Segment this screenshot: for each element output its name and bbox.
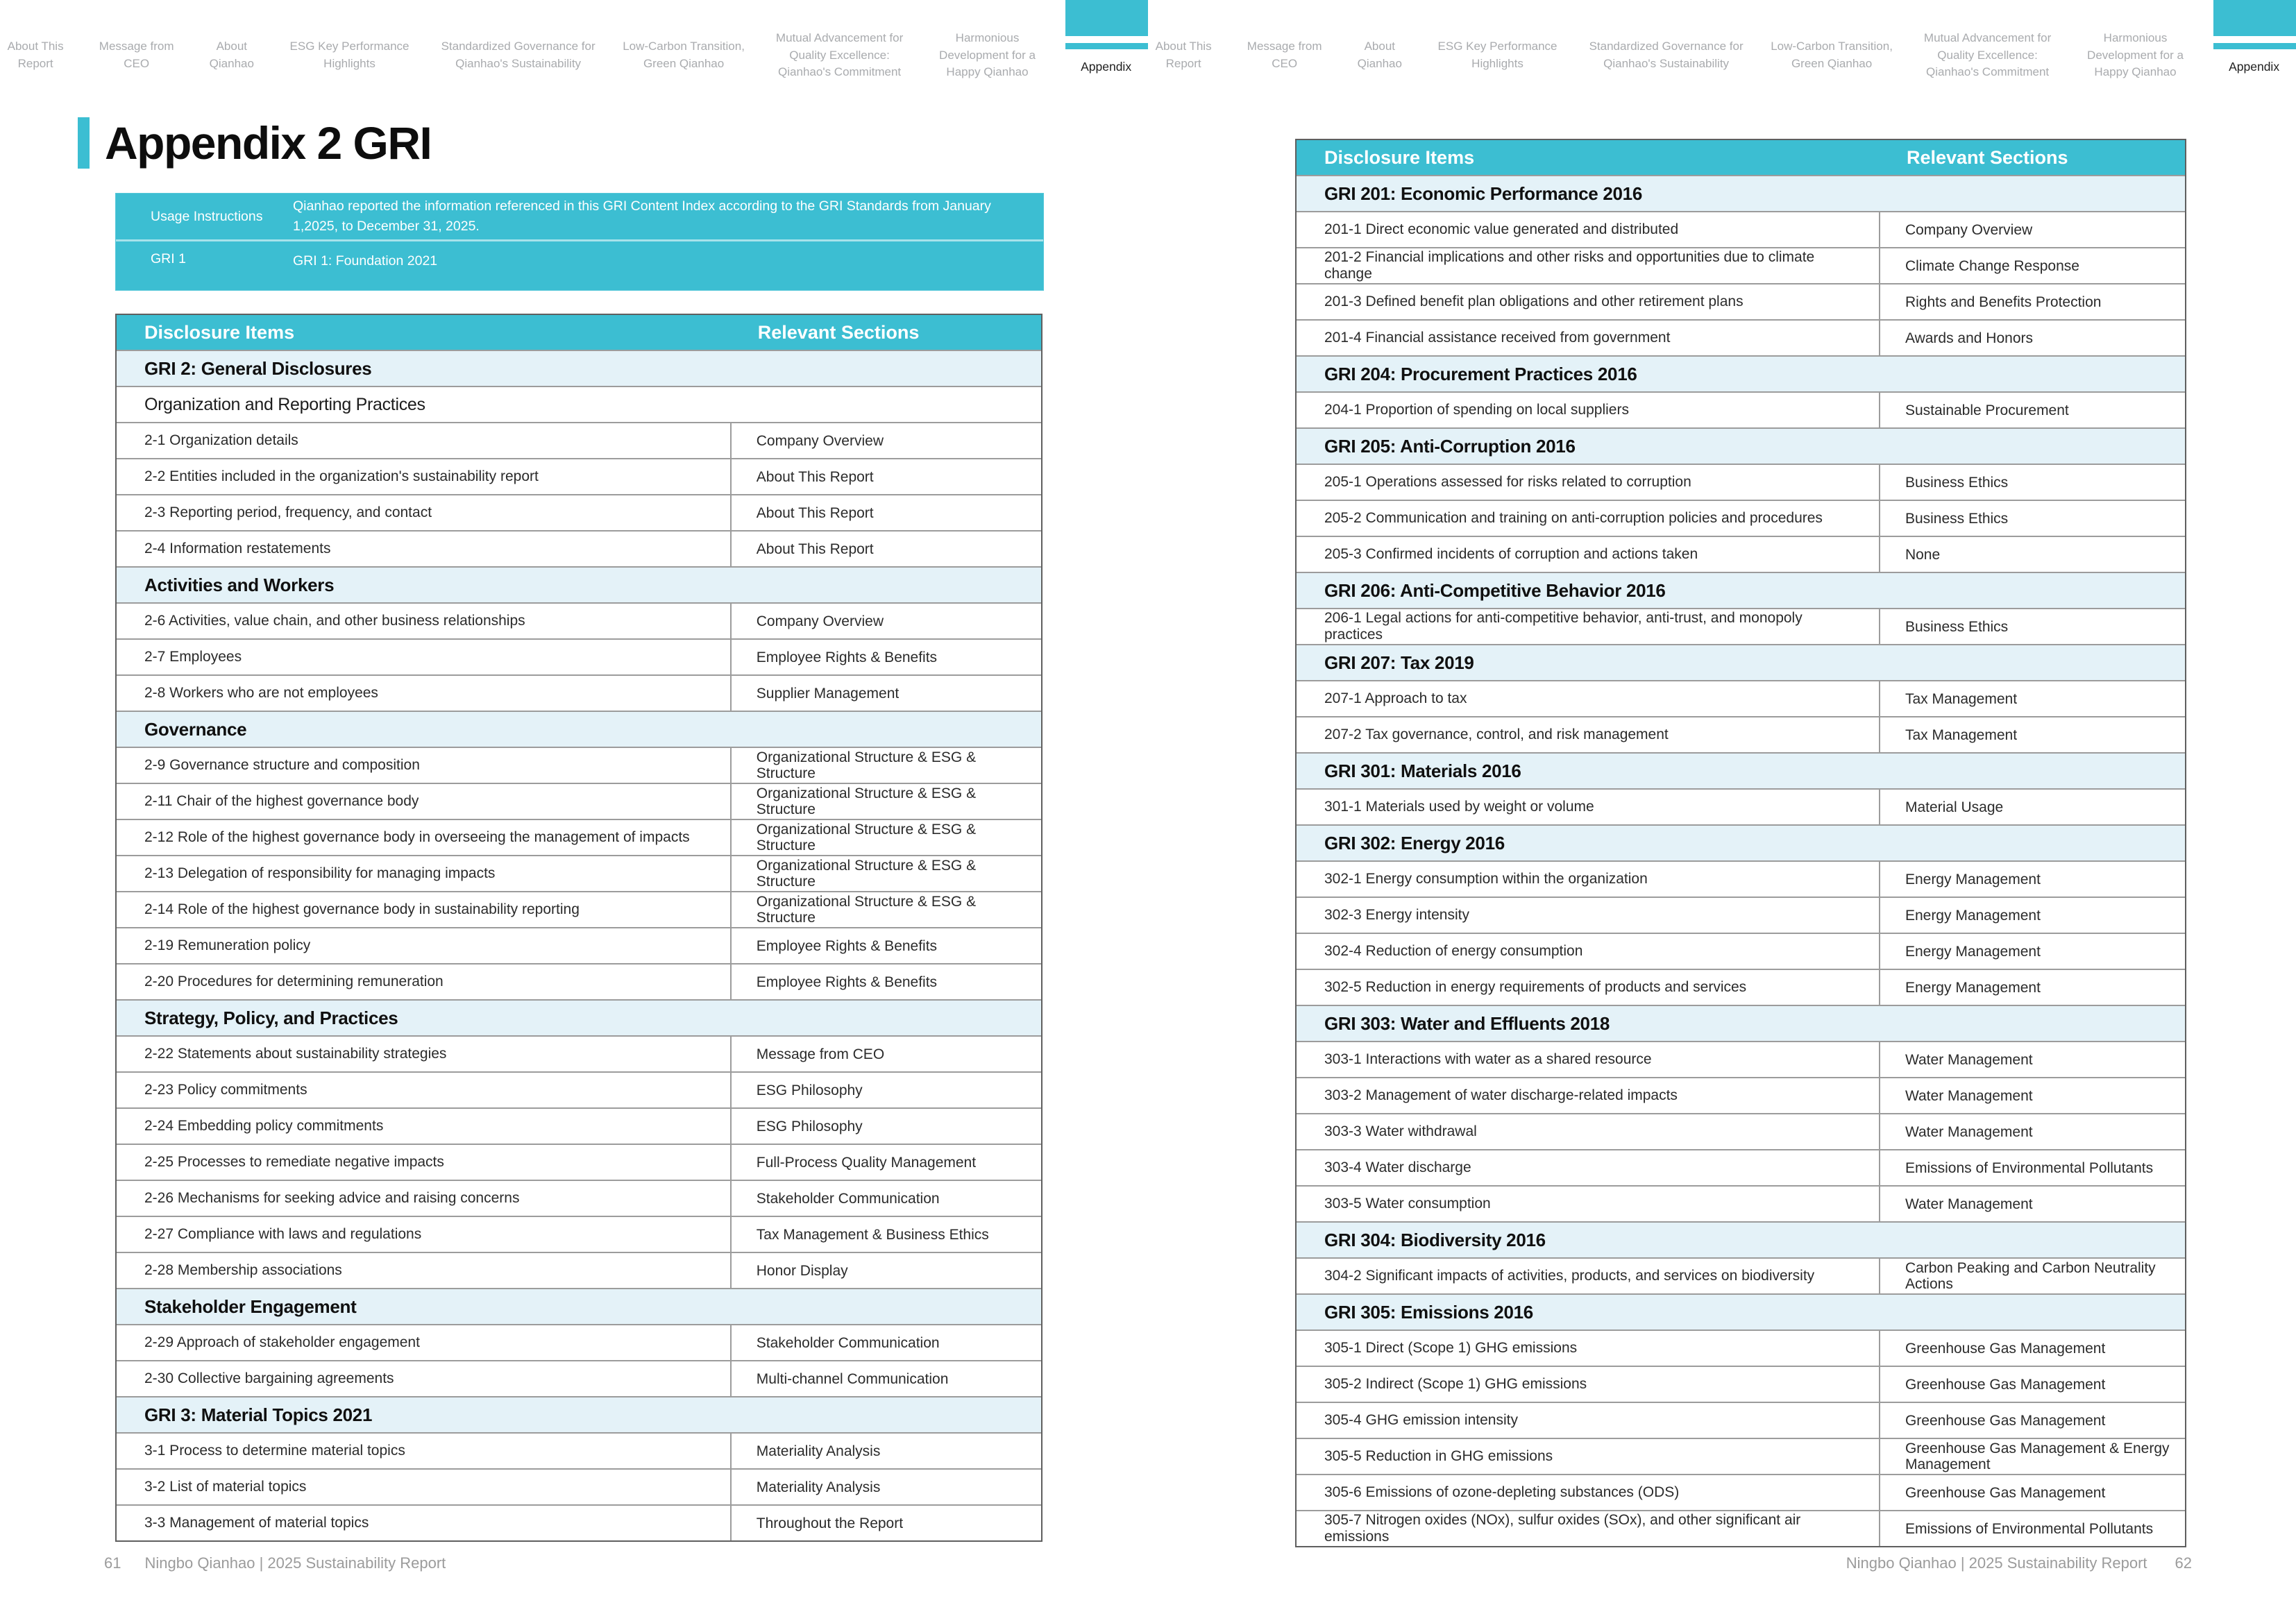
relevant-section-cell: About This Report [756,468,874,485]
title-accent-bar [78,117,90,169]
table-section-row [117,386,1041,422]
top-navigation [1148,7,2296,104]
relevant-section-cell: Organizational Structure & ESG & Structure [756,822,977,853]
page-title: Appendix 2 GRI [105,117,432,169]
table-row [1297,1474,2185,1510]
nav-item[interactable]: Standardized Governance for Qianhao's Sustainability [1589,40,1744,70]
section-label: GRI 201: Economic Performance 2016 [1324,182,1643,204]
table-row [117,1252,1041,1288]
table-row [1297,933,2185,969]
usage-row-label: GRI 1 [151,251,186,266]
table-row [1297,391,2185,427]
disclosure-item-cell: 2-26 Mechanisms for seeking advice and raising concerns [117,1181,732,1216]
table-row [117,602,1041,638]
table-row [117,1360,1041,1396]
table-row [117,891,1041,927]
table-section-row [1297,427,2185,464]
disclosure-item-cell: 201-4 Financial assistance received from government [1297,321,1880,355]
table-row [1297,1149,2185,1185]
usage-instructions-table [115,193,1044,291]
table-row [1297,1329,2185,1366]
relevant-section-cell: Water Management [1905,1196,2033,1212]
table-section-row [1297,824,2185,860]
table-row [117,1035,1041,1071]
nav-tab-appendix[interactable] [2212,7,2296,104]
relevant-section-cell: Materiality Analysis [756,1479,881,1495]
disclosure-item-cell: 206-1 Legal actions for anti-competitive behavior, anti-trust, and monopoly practices [1297,609,1880,644]
table-row [117,638,1041,674]
relevant-section-cell: ESG Philosophy [756,1082,863,1098]
table-row [117,927,1041,963]
nav-tab-appendix[interactable] [1064,7,1148,104]
relevant-section-cell: Sustainable Procurement [1905,402,2069,418]
section-label: GRI 302: Energy 2016 [1324,832,1505,853]
relevant-section-cell: Supplier Management [756,685,900,702]
table-row [1297,969,2185,1005]
relevant-section-cell: Organizational Structure & ESG & Structure [756,749,977,781]
section-label: GRI 204: Procurement Practices 2016 [1324,363,1637,384]
table-section-row [1297,644,2185,680]
table-row [1297,1366,2185,1402]
relevant-section-cell: Stakeholder Communication [756,1190,940,1207]
nav-item-appendix-label: Appendix [2229,60,2280,74]
table-row [117,458,1041,494]
disclosure-item-cell: 3-1 Process to determine material topics [117,1434,732,1468]
disclosure-item-cell: 305-6 Emissions of ozone-depleting substances (ODS) [1297,1475,1880,1510]
relevant-section-cell: Honor Display [756,1262,848,1279]
disclosure-item-cell: 207-1 Approach to tax [1297,681,1880,716]
table-section-row [117,711,1041,747]
page-number: 62 [2175,1554,2192,1572]
relevant-section-cell: Greenhouse Gas Management [1905,1340,2106,1357]
table-row [117,1107,1041,1144]
relevant-section-cell: Carbon Peaking and Carbon Neutrality Actions [1905,1260,2156,1292]
table-row [1297,319,2185,355]
section-label: Activities and Workers [144,574,335,595]
table-row [1297,788,2185,824]
footer-text: Ningbo Qianhao | 2025 Sustainability Report [1846,1554,2147,1572]
relevant-section-cell: Organizational Structure & ESG & Structure [756,894,977,926]
table-section-row [1297,752,2185,788]
appendix-active-underline [1065,43,1153,49]
disclosure-item-cell: 302-5 Reduction in energy requirements of products and services [1297,970,1880,1005]
disclosure-item-cell: 305-4 GHG emission intensity [1297,1403,1880,1438]
relevant-section-cell: Materiality Analysis [756,1443,881,1459]
table-row [1297,1077,2185,1113]
relevant-section-cell: Emissions of Environmental Pollutants [1905,1520,2154,1537]
relevant-section-cell: Energy Management [1905,907,2041,924]
relevant-section-cell: Business Ethics [1905,618,2009,635]
gri-index-table-right [1295,139,2186,1547]
relevant-section-cell: ESG Philosophy [756,1118,863,1135]
disclosure-item-cell: 201-1 Direct economic value generated and distributed [1297,212,1880,247]
relevant-section-cell: Water Management [1905,1123,2033,1140]
table-section-row [1297,355,2185,391]
disclosure-item-cell: 2-22 Statements about sustainability strategies [117,1037,732,1071]
relevant-section-cell: About This Report [756,504,874,521]
disclosure-item-cell: 2-3 Reporting period, frequency, and contact [117,495,732,530]
table-section-row [1297,1293,2185,1329]
disclosure-item-cell: 2-23 Policy commitments [117,1073,732,1107]
nav-item[interactable]: Low-Carbon Transition, Green Qianhao [623,40,745,70]
disclosure-item-cell: 305-2 Indirect (Scope 1) GHG emissions [1297,1367,1880,1402]
disclosure-item-cell: 2-12 Role of the highest governance body in overseeing the management of impacts [117,820,732,855]
disclosure-item-cell: 2-29 Approach of stakeholder engagement [117,1325,732,1360]
relevant-section-cell: Business Ethics [1905,510,2009,527]
section-label: Stakeholder Engagement [144,1295,357,1317]
table-row [117,963,1041,999]
usage-row-label: Usage Instructions [151,208,263,224]
disclosure-item-cell: 303-2 Management of water discharge-related impacts [1297,1078,1880,1113]
table-row [1297,283,2185,319]
disclosure-item-cell: 2-2 Entities included in the organization's sustainability report [117,459,732,494]
table-row [1297,464,2185,500]
table-section-row [1297,572,2185,608]
relevant-section-cell: Water Management [1905,1051,2033,1068]
table-section-row [117,1396,1041,1432]
usage-row [116,239,1043,290]
relevant-section-cell: Greenhouse Gas Management [1905,1376,2106,1393]
relevant-section-cell: Company Overview [756,432,884,449]
disclosure-item-cell: 3-2 List of material topics [117,1470,732,1504]
table-row [1297,247,2185,283]
column-header-disclosure-items: Disclosure Items [1324,146,1475,168]
disclosure-item-cell: 201-2 Financial implications and other risks and opportunities due to climate change [1297,248,1880,283]
disclosure-item-cell: 301-1 Materials used by weight or volume [1297,790,1880,824]
section-label: GRI 205: Anti-Corruption 2016 [1324,435,1576,457]
relevant-section-cell: Material Usage [1905,799,2004,815]
page-title-block [78,117,431,169]
disclosure-item-cell: 2-9 Governance structure and composition [117,748,732,783]
relevant-section-cell: Tax Management & Business Ethics [756,1226,989,1243]
table-row [117,1324,1041,1360]
relevant-section-cell: Company Overview [756,613,884,629]
column-header-disclosure-items: Disclosure Items [144,321,295,343]
disclosure-item-cell: 302-3 Energy intensity [1297,898,1880,933]
table-header-row [1297,140,2185,175]
usage-row-value: GRI 1: Foundation 2021 [293,253,438,269]
nav-item[interactable]: Message from CEO [1247,40,1322,70]
page-footer [104,1554,446,1572]
relevant-section-cell: Message from CEO [756,1046,885,1062]
gri-index-table-left [115,314,1043,1542]
section-label: GRI 305: Emissions 2016 [1324,1301,1533,1323]
table-row [1297,1438,2185,1474]
column-header-relevant-sections: Relevant Sections [757,321,920,343]
table-row [1297,500,2185,536]
footer-text: Ningbo Qianhao | 2025 Sustainability Report [144,1554,446,1572]
section-label: GRI 2: General Disclosures [144,357,372,379]
nav-item[interactable]: Harmonious Development for a Happy Qianhao [2087,31,2184,79]
relevant-section-cell: Employee Rights & Benefits [756,974,938,990]
relevant-section-cell: Emissions of Environmental Pollutants [1905,1159,2154,1176]
page-number: 61 [104,1554,121,1572]
relevant-section-cell: None [1905,546,1941,563]
relevant-section-cell: Organizational Structure & ESG & Structure [756,785,977,817]
nav-item[interactable]: About Qianhao [1357,40,1402,70]
table-row [1297,608,2185,644]
relevant-section-cell: Awards and Honors [1905,330,2034,346]
table-row [1297,1510,2185,1546]
relevant-section-cell: About This Report [756,541,874,557]
nav-item[interactable]: ESG Key Performance Highlights [289,40,410,70]
relevant-section-cell: Business Ethics [1905,474,2009,491]
relevant-section-cell: Multi-channel Communication [756,1370,949,1387]
nav-item[interactable]: Message from CEO [99,40,174,70]
table-row [117,1216,1041,1252]
table-row [1297,1402,2185,1438]
disclosure-item-cell: 205-2 Communication and training on anti-corruption policies and procedures [1297,501,1880,536]
nav-item[interactable]: Standardized Governance for Qianhao's Sustainability [441,40,596,70]
section-label: Governance [144,718,247,740]
table-section-row [117,566,1041,602]
disclosure-item-cell: 304-2 Significant impacts of activities, products, and services on biodiversity [1297,1259,1880,1293]
disclosure-item-cell: 302-4 Reduction of energy consumption [1297,934,1880,969]
disclosure-item-cell: 2-24 Embedding policy commitments [117,1109,732,1144]
relevant-section-cell: Greenhouse Gas Management & Energy Management [1905,1441,2170,1472]
disclosure-item-cell: 2-27 Compliance with laws and regulations [117,1217,732,1252]
relevant-section-cell: Energy Management [1905,943,2041,960]
relevant-section-cell: Greenhouse Gas Management [1905,1484,2106,1501]
table-row [117,1071,1041,1107]
section-label: Strategy, Policy, and Practices [144,1007,398,1028]
section-label: GRI 303: Water and Effluents 2018 [1324,1012,1610,1034]
usage-row-value: Qianhao reported the information referenced in this GRI Content Index according to the GRI Standards from January 1,2025, to December 31, 2025. [293,198,991,234]
disclosure-item-cell: 2-11 Chair of the highest governance body [117,784,732,819]
disclosure-item-cell: 305-1 Direct (Scope 1) GHG emissions [1297,1331,1880,1366]
relevant-section-cell: Organizational Structure & ESG & Structure [756,858,977,890]
table-section-row [117,999,1041,1035]
table-section-row [117,1288,1041,1324]
table-row [1297,211,2185,247]
table-row [1297,536,2185,572]
disclosure-item-cell: 2-4 Information restatements [117,532,732,566]
appendix-active-indicator [2213,0,2296,36]
nav-item[interactable]: Low-Carbon Transition, Green Qianhao [1771,40,1893,70]
table-row [117,747,1041,783]
page-footer [1846,1554,2192,1572]
disclosure-item-cell: 204-1 Proportion of spending on local suppliers [1297,393,1880,427]
section-label: GRI 3: Material Topics 2021 [144,1404,373,1425]
disclosure-item-cell: 2-28 Membership associations [117,1253,732,1288]
usage-row [116,194,1043,239]
section-label: GRI 301: Materials 2016 [1324,760,1521,781]
table-row [117,783,1041,819]
table-section-row [1297,175,2185,211]
relevant-section-cell: Full-Process Quality Management [756,1154,977,1171]
disclosure-item-cell: 2-7 Employees [117,640,732,674]
table-row [117,819,1041,855]
relevant-section-cell: Energy Management [1905,871,2041,887]
table-row [1297,1041,2185,1077]
disclosure-item-cell: 303-1 Interactions with water as a shared resource [1297,1042,1880,1077]
disclosure-item-cell: 207-2 Tax governance, control, and risk management [1297,717,1880,752]
relevant-section-cell: Stakeholder Communication [756,1334,940,1351]
report-page-right [1148,0,2296,1623]
table-row [1297,680,2185,716]
section-label: GRI 207: Tax 2019 [1324,652,1474,673]
disclosure-item-cell: 303-4 Water discharge [1297,1150,1880,1185]
table-row [117,674,1041,711]
disclosure-item-cell: 302-1 Energy consumption within the organization [1297,862,1880,897]
disclosure-item-cell: 303-5 Water consumption [1297,1187,1880,1221]
table-row [1297,860,2185,897]
disclosure-item-cell: 2-20 Procedures for determining remuneration [117,965,732,999]
column-header-relevant-sections: Relevant Sections [1906,146,2068,168]
nav-item[interactable]: Mutual Advancement for Quality Excellence: Qianhao's Commitment [1923,31,2052,79]
disclosure-item-cell: 2-1 Organization details [117,423,732,458]
relevant-section-cell: Company Overview [1905,221,2033,238]
nav-item[interactable]: ESG Key Performance Highlights [1437,40,1558,70]
section-label: GRI 304: Biodiversity 2016 [1324,1229,1546,1250]
disclosure-item-cell: 2-14 Role of the highest governance body in sustainability reporting [117,892,732,927]
nav-item[interactable]: About This Report [7,40,64,70]
nav-item[interactable]: About Qianhao [209,40,254,70]
table-row [1297,1113,2185,1149]
relevant-section-cell: Climate Change Response [1905,257,2079,274]
relevant-section-cell: Throughout the Report [756,1515,904,1531]
table-row [117,855,1041,891]
table-row [117,530,1041,566]
disclosure-item-cell: 305-7 Nitrogen oxides (NOx), sulfur oxides (SOx), and other significant air emissions [1297,1511,1880,1546]
table-row [1297,1257,2185,1293]
table-row [1297,897,2185,933]
disclosure-item-cell: 2-6 Activities, value chain, and other business relationships [117,604,732,638]
relevant-section-cell: Rights and Benefits Protection [1905,294,2102,310]
nav-item[interactable]: Harmonious Development for a Happy Qianhao [939,31,1036,79]
disclosure-item-cell: 303-3 Water withdrawal [1297,1114,1880,1149]
disclosure-item-cell: 2-30 Collective bargaining agreements [117,1361,732,1396]
disclosure-item-cell: 2-8 Workers who are not employees [117,676,732,711]
nav-item[interactable]: About This Report [1155,40,1212,70]
nav-item-appendix-label: Appendix [1081,60,1132,74]
disclosure-item-cell: 2-13 Delegation of responsibility for managing impacts [117,856,732,891]
disclosure-item-cell: 205-1 Operations assessed for risks related to corruption [1297,465,1880,500]
table-row [117,422,1041,458]
table-row [117,1144,1041,1180]
table-row [117,494,1041,530]
relevant-section-cell: Employee Rights & Benefits [756,649,938,665]
table-section-row [1297,1005,2185,1041]
disclosure-item-cell: 2-25 Processes to remediate negative impacts [117,1145,732,1180]
section-label: GRI 206: Anti-Competitive Behavior 2016 [1324,579,1666,601]
relevant-section-cell: Water Management [1905,1087,2033,1104]
table-section-row [117,350,1041,386]
relevant-section-cell: Tax Management [1905,690,2018,707]
table-row [117,1468,1041,1504]
disclosure-item-cell: 3-3 Management of material topics [117,1506,732,1540]
section-label: Organization and Reporting Practices [144,394,425,414]
table-row [117,1432,1041,1468]
table-section-row [1297,1221,2185,1257]
table-row [1297,1185,2185,1221]
relevant-section-cell: Employee Rights & Benefits [756,937,938,954]
disclosure-item-cell: 2-19 Remuneration policy [117,928,732,963]
appendix-active-underline [2213,43,2296,49]
relevant-section-cell: Energy Management [1905,979,2041,996]
table-header-row [117,315,1041,350]
disclosure-item-cell: 201-3 Defined benefit plan obligations and other retirement plans [1297,284,1880,319]
relevant-section-cell: Greenhouse Gas Management [1905,1412,2106,1429]
appendix-active-indicator [1065,0,1153,36]
nav-item[interactable]: Mutual Advancement for Quality Excellence: Qianhao's Commitment [775,31,904,79]
disclosure-item-cell: 205-3 Confirmed incidents of corruption and actions taken [1297,537,1880,572]
table-row [117,1180,1041,1216]
top-navigation [0,7,1148,104]
table-row [1297,716,2185,752]
relevant-section-cell: Tax Management [1905,726,2018,743]
table-row [117,1504,1041,1540]
disclosure-item-cell: 305-5 Reduction in GHG emissions [1297,1439,1880,1474]
